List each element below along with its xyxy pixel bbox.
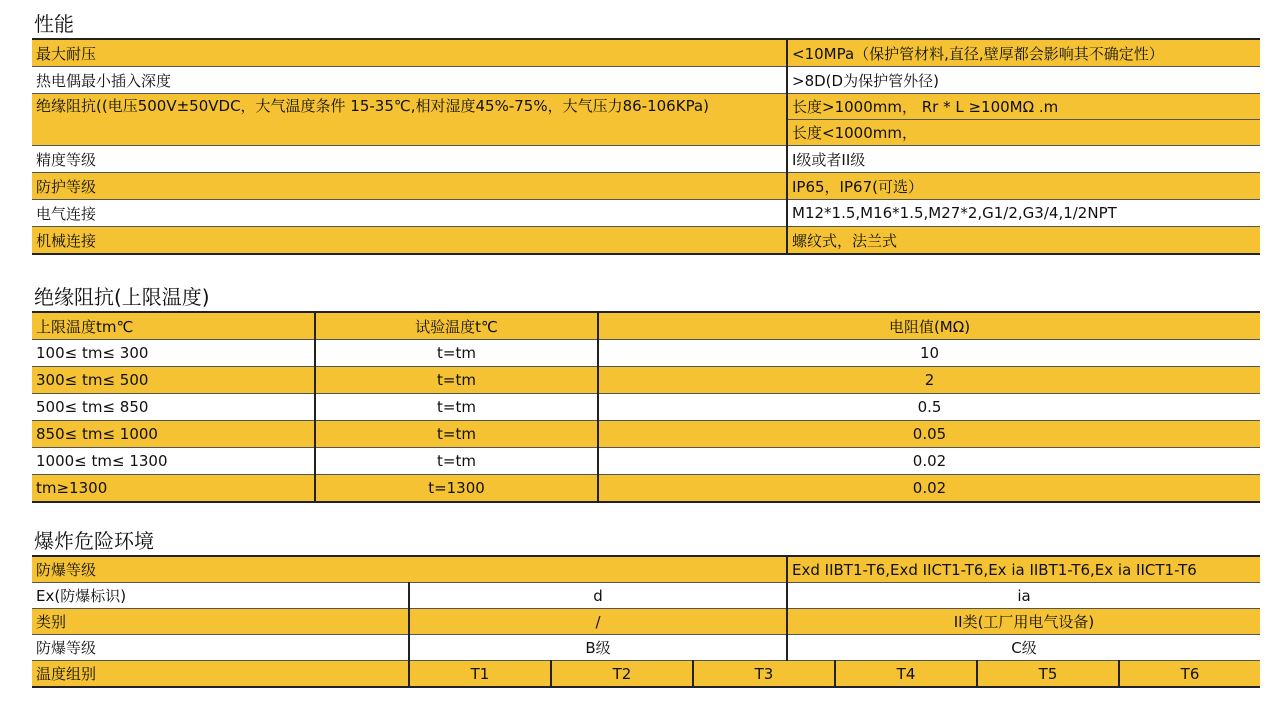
row-label: 防爆等级 (32, 556, 787, 583)
row-label: 防爆等级 (32, 635, 409, 661)
column-header: 上限温度tm℃ (32, 312, 315, 340)
table-cell: t=1300 (315, 475, 598, 503)
table-cell: B级 (409, 635, 787, 661)
table-cell: 2 (598, 367, 1260, 394)
row-label: Ex(防爆标识) (32, 583, 409, 609)
row-label: 温度组别 (32, 661, 409, 688)
section-title-explosion: 爆炸危险环境 (34, 529, 154, 553)
table-row (32, 94, 1260, 120)
section-title-insulation: 绝缘阻抗(上限温度) (34, 285, 210, 309)
table-row (32, 340, 1260, 367)
row-value: I级或者II级 (787, 146, 1260, 173)
insulation-table (32, 311, 1260, 503)
column-header: 试验温度t℃ (315, 312, 598, 340)
row-value: <10MPa（保护管材料,直径,壁厚都会影响其不确定性） (787, 39, 1260, 67)
table-cell: 0.02 (598, 448, 1260, 475)
table-cell: tm≥1300 (32, 475, 315, 503)
table-row (32, 609, 1260, 635)
table-cell: 500≤ tm≤ 850 (32, 394, 315, 421)
table-cell: t=tm (315, 367, 598, 394)
table-cell: d (409, 583, 787, 609)
row-value: 长度>1000mm， Rr * L ≥100MΩ .m (787, 94, 1260, 120)
table-cell: / (409, 609, 787, 635)
row-label: 电气连接 (32, 200, 787, 227)
temp-group-cell: T3 (693, 661, 835, 688)
column-header: 电阻值(MΩ) (598, 312, 1260, 340)
temp-group-cell: T6 (1119, 661, 1260, 688)
row-label: 机械连接 (32, 227, 787, 255)
row-value: M12*1.5,M16*1.5,M27*2,G1/2,G3/4,1/2NPT (787, 200, 1260, 227)
table-cell: 300≤ tm≤ 500 (32, 367, 315, 394)
row-label: 精度等级 (32, 146, 787, 173)
table-row (32, 367, 1260, 394)
table-cell: t=tm (315, 394, 598, 421)
table-cell: t=tm (315, 340, 598, 367)
table-row (32, 635, 1260, 661)
row-label: 最大耐压 (32, 39, 787, 67)
performance-table (32, 38, 1260, 255)
table-cell: t=tm (315, 421, 598, 448)
table-header-row (32, 312, 1260, 340)
temp-group-cell: T2 (551, 661, 693, 688)
table-cell: II类(工厂用电气设备) (787, 609, 1260, 635)
row-label: 类别 (32, 609, 409, 635)
table-row (32, 173, 1260, 200)
row-value: 螺纹式，法兰式 (787, 227, 1260, 255)
table-cell: 10 (598, 340, 1260, 367)
table-cell: 100≤ tm≤ 300 (32, 340, 315, 367)
table-row (32, 227, 1260, 255)
table-row (32, 394, 1260, 421)
table-row (32, 421, 1260, 448)
table-row (32, 475, 1260, 503)
row-label: 热电偶最小插入深度 (32, 67, 787, 94)
section-title-performance: 性能 (34, 12, 74, 36)
table-row (32, 661, 1260, 688)
table-cell: 850≤ tm≤ 1000 (32, 421, 315, 448)
table-cell: 0.5 (598, 394, 1260, 421)
table-cell: 0.05 (598, 421, 1260, 448)
table-row (32, 583, 1260, 609)
table-row (32, 556, 1260, 583)
explosion-table (32, 555, 1260, 688)
table-row (32, 146, 1260, 173)
table-cell: ia (787, 583, 1260, 609)
temp-group-cell: T1 (409, 661, 551, 688)
table-row (32, 448, 1260, 475)
table-row (32, 200, 1260, 227)
table-cell: 0.02 (598, 475, 1260, 503)
table-cell: t=tm (315, 448, 598, 475)
row-value: IP65，IP67(可选） (787, 173, 1260, 200)
table-cell: 1000≤ tm≤ 1300 (32, 448, 315, 475)
row-value: 长度<1000mm， (787, 120, 1260, 146)
row-label: 防护等级 (32, 173, 787, 200)
temp-group-cell: T5 (977, 661, 1119, 688)
table-cell: C级 (787, 635, 1260, 661)
table-row (32, 67, 1260, 94)
row-value: Exd IIBT1-T6,Exd IICT1-T6,Ex ia IIBT1-T6,Ex ia IICT1-T6 (787, 556, 1260, 583)
row-value: >8D(D为保护管外径) (787, 67, 1260, 94)
table-row (32, 39, 1260, 67)
row-label: 绝缘阻抗((电压500V±50VDC，大气温度条件 15-35℃,相对湿度45%-75%，大气压力86-106KPa) (32, 94, 787, 146)
temp-group-cell: T4 (835, 661, 977, 688)
